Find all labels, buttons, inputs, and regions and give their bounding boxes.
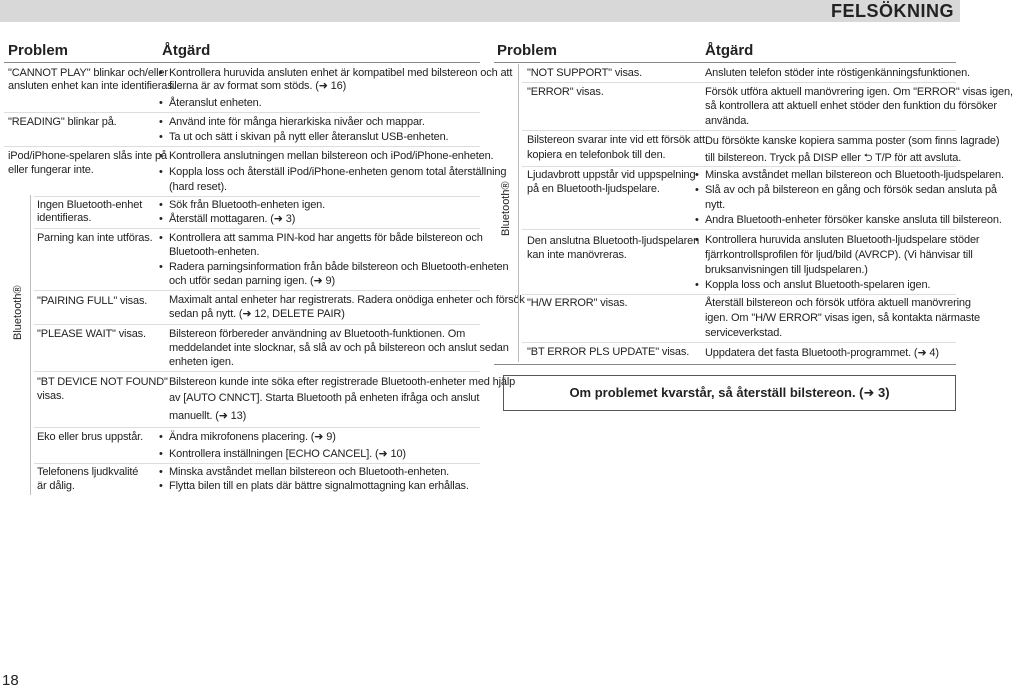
action-text: bruksanvisningen till ljudspelaren.) bbox=[705, 264, 868, 276]
action-text: så kontrollera att aktuell enhet stöder den funktion du försöker bbox=[705, 100, 997, 112]
action-text: fjärrkontrollsprofilen för ljud/bild (AVRCP). (Vi hänvisar till bbox=[705, 249, 973, 261]
left-bluetooth-bracket bbox=[30, 195, 31, 495]
row-divider bbox=[4, 146, 480, 147]
action-text: meddelandet inte slocknar, så slå av och på bilstereon och anslut sedan bbox=[169, 342, 509, 354]
problem-bt-not-found-2: visas. bbox=[37, 390, 65, 402]
left-heading-divider bbox=[4, 62, 480, 63]
reset-notice-box bbox=[503, 375, 956, 411]
row-divider bbox=[34, 228, 480, 229]
row-divider bbox=[522, 82, 956, 83]
action-text: filerna är av format som stöds. (➜ 16) bbox=[169, 80, 347, 92]
row-divider bbox=[522, 166, 956, 167]
problem-bt-not-found-1: "BT DEVICE NOT FOUND" bbox=[37, 376, 168, 388]
action-text: manuellt. (➜ 13) bbox=[169, 410, 247, 422]
action-text: Du försökte kanske kopiera samma poster (som finns lagrade) bbox=[705, 135, 1000, 147]
action-text: • Slå av och på bilstereon en gång och försök sedan ansluta på bbox=[705, 184, 997, 197]
left-bluetooth-label: Bluetooth® bbox=[12, 285, 24, 340]
problem-sound-quality-1: Telefonens ljudkvalité bbox=[37, 466, 139, 478]
problem-no-bt-1: Ingen Bluetooth-enhet bbox=[37, 199, 143, 211]
action-text: • Koppla loss och anslut Bluetooth-spelaren igen. bbox=[705, 279, 930, 292]
problem-not-support: "NOT SUPPORT" visas. bbox=[527, 67, 643, 79]
problem-ipod-1: iPod/iPhone-spelaren slås inte på bbox=[8, 150, 167, 162]
reset-notice-text: Om problemet kvarstår, så återställ bilstereon. (➜ 3) bbox=[569, 385, 890, 400]
action-text: • Sök från Bluetooth-enheten igen. bbox=[169, 199, 325, 212]
problem-pairing-full: "PAIRING FULL" visas. bbox=[37, 295, 148, 307]
action-text: Återställ bilstereon och försök utföra aktuell manövrering bbox=[705, 297, 971, 309]
action-text: serviceverkstad. bbox=[705, 327, 783, 339]
page-title: FELSÖKNING bbox=[830, 1, 954, 21]
action-text: Bilstereon förbereder användning av Bluetooth-funktionen. Om bbox=[169, 328, 466, 340]
action-text: • Använd inte för många hierarkiska nivåer och mappar. bbox=[169, 116, 425, 129]
row-divider bbox=[4, 112, 480, 113]
problem-bt-error-update: "BT ERROR PLS UPDATE" visas. bbox=[527, 346, 690, 358]
row-divider bbox=[522, 130, 956, 131]
action-text: använda. bbox=[705, 115, 750, 127]
action-text: nytt. bbox=[705, 199, 726, 211]
row-divider bbox=[34, 196, 480, 197]
right-table-bottom bbox=[494, 364, 956, 365]
row-divider bbox=[34, 463, 480, 464]
problem-cannot-operate-2: kan inte manövreras. bbox=[527, 249, 627, 261]
problem-phonebook-2: kopiera en telefonbok till den. bbox=[527, 149, 666, 161]
problem-sound-quality-2: är dålig. bbox=[37, 480, 75, 492]
action-text: enheten igen. bbox=[169, 356, 234, 368]
row-divider bbox=[34, 324, 480, 325]
action-text: • Kontrollera huruvida ansluten Bluetooth-ljudspelare stöder bbox=[705, 234, 979, 247]
row-divider bbox=[522, 342, 956, 343]
problem-please-wait: "PLEASE WAIT" visas. bbox=[37, 328, 146, 340]
problem-error: "ERROR" visas. bbox=[527, 86, 604, 98]
action-text: • Koppla loss och återställ iPod/iPhone-enheten genom total återställning bbox=[169, 166, 506, 179]
action-text: • Återställ mottagaren. (➜ 3) bbox=[169, 213, 295, 226]
problem-reading: "READING" blinkar på. bbox=[8, 116, 117, 128]
row-divider bbox=[34, 427, 480, 428]
row-divider bbox=[522, 229, 956, 230]
left-col-action-heading: Åtgärd bbox=[162, 42, 211, 59]
problem-cannot-play-2: ansluten enhet kan inte identifieras. bbox=[8, 80, 176, 92]
row-divider bbox=[34, 290, 480, 291]
action-text: sedan på nytt. (➜ 12, DELETE PAIR) bbox=[169, 308, 345, 320]
right-bluetooth-bracket bbox=[518, 64, 519, 362]
problem-no-bt-2: identifieras. bbox=[37, 212, 92, 224]
row-divider bbox=[34, 371, 480, 372]
action-text: • Ta ut och sätt i skivan på nytt eller återanslut USB-enheten. bbox=[169, 131, 448, 144]
problem-ipod-2: eller fungerar inte. bbox=[8, 164, 94, 176]
problem-phonebook-1: Bilstereon svarar inte vid ett försök att bbox=[527, 134, 705, 146]
action-text: • Minska avståndet mellan bilstereon och Bluetooth-enheten. bbox=[169, 466, 449, 479]
row-divider bbox=[522, 294, 956, 295]
right-col-action-heading: Åtgärd bbox=[705, 42, 754, 59]
action-text: • Andra Bluetooth-enheter försöker kanske ansluta till bilstereon. bbox=[705, 214, 1002, 227]
action-text: • Flytta bilen till en plats där bättre signalmottagning kan erhållas. bbox=[169, 480, 469, 493]
action-text: • Minska avståndet mellan bilstereon och Bluetooth-ljudspelaren. bbox=[705, 169, 1004, 182]
problem-audio-dropout-1: Ljudavbrott uppstår vid uppspelning bbox=[527, 169, 696, 181]
header-bar bbox=[0, 0, 960, 22]
action-text: • Ändra mikrofonens placering. (➜ 9) bbox=[169, 431, 336, 444]
problem-echo: Eko eller brus uppstår. bbox=[37, 431, 143, 443]
action-text: Maximalt antal enheter har registrerats. Radera onödiga enheter och försök bbox=[169, 294, 525, 306]
problem-pairing: Parning kan inte utföras. bbox=[37, 232, 153, 244]
action-text: • Radera parningsinformation från både bilstereon och Bluetooth-enheten bbox=[169, 261, 508, 274]
action-text: • Kontrollera huruvida ansluten enhet är kompatibel med bilstereon och att bbox=[169, 67, 512, 80]
left-col-problem-heading: Problem bbox=[8, 42, 69, 59]
action-text: Ansluten telefon stöder inte röstigenkänningsfunktionen. bbox=[705, 67, 970, 79]
action-text: Bilstereon kunde inte söka efter registrerade Bluetooth-enheter med hjälp bbox=[169, 376, 516, 388]
problem-cannot-play-1: "CANNOT PLAY" blinkar och/eller bbox=[8, 67, 168, 79]
action-text: Bluetooth-enheten. bbox=[169, 246, 260, 258]
action-text: • Kontrollera att samma PIN-kod har angetts för både bilstereon och bbox=[169, 232, 483, 245]
action-text: Försök utföra aktuell manövrering igen. Om "ERROR" visas igen, bbox=[705, 86, 1013, 98]
problem-audio-dropout-2: på en Bluetooth-ljudspelare. bbox=[527, 183, 660, 195]
action-text: Uppdatera det fasta Bluetooth-programmet. (➜ 4) bbox=[705, 347, 939, 359]
problem-cannot-operate-1: Den anslutna Bluetooth-ljudspelaren bbox=[527, 235, 700, 247]
action-text: • Återanslut enheten. bbox=[169, 97, 262, 110]
action-text: av [AUTO CNNCT]. Starta Bluetooth på enheten ifråga och anslut bbox=[169, 392, 480, 404]
action-text: till bilstereon. Tryck på DISP eller ⮌ T/P för att avsluta. bbox=[705, 152, 962, 164]
action-text: (hard reset). bbox=[169, 181, 227, 193]
action-text: • Kontrollera inställningen [ECHO CANCEL]. (➜ 10) bbox=[169, 448, 406, 461]
right-bluetooth-label: Bluetooth® bbox=[500, 181, 512, 236]
right-col-problem-heading: Problem bbox=[497, 42, 558, 59]
action-text: och utför sedan parning igen. (➜ 9) bbox=[169, 275, 336, 287]
action-text: • Kontrollera anslutningen mellan bilstereon och iPod/iPhone-enheten. bbox=[169, 150, 493, 163]
page-number: 18 bbox=[2, 672, 19, 689]
action-text: igen. Om "H/W ERROR" visas igen, så kontakta närmaste bbox=[705, 312, 980, 324]
problem-hw-error: "H/W ERROR" visas. bbox=[527, 297, 628, 309]
right-heading-divider bbox=[494, 62, 956, 63]
